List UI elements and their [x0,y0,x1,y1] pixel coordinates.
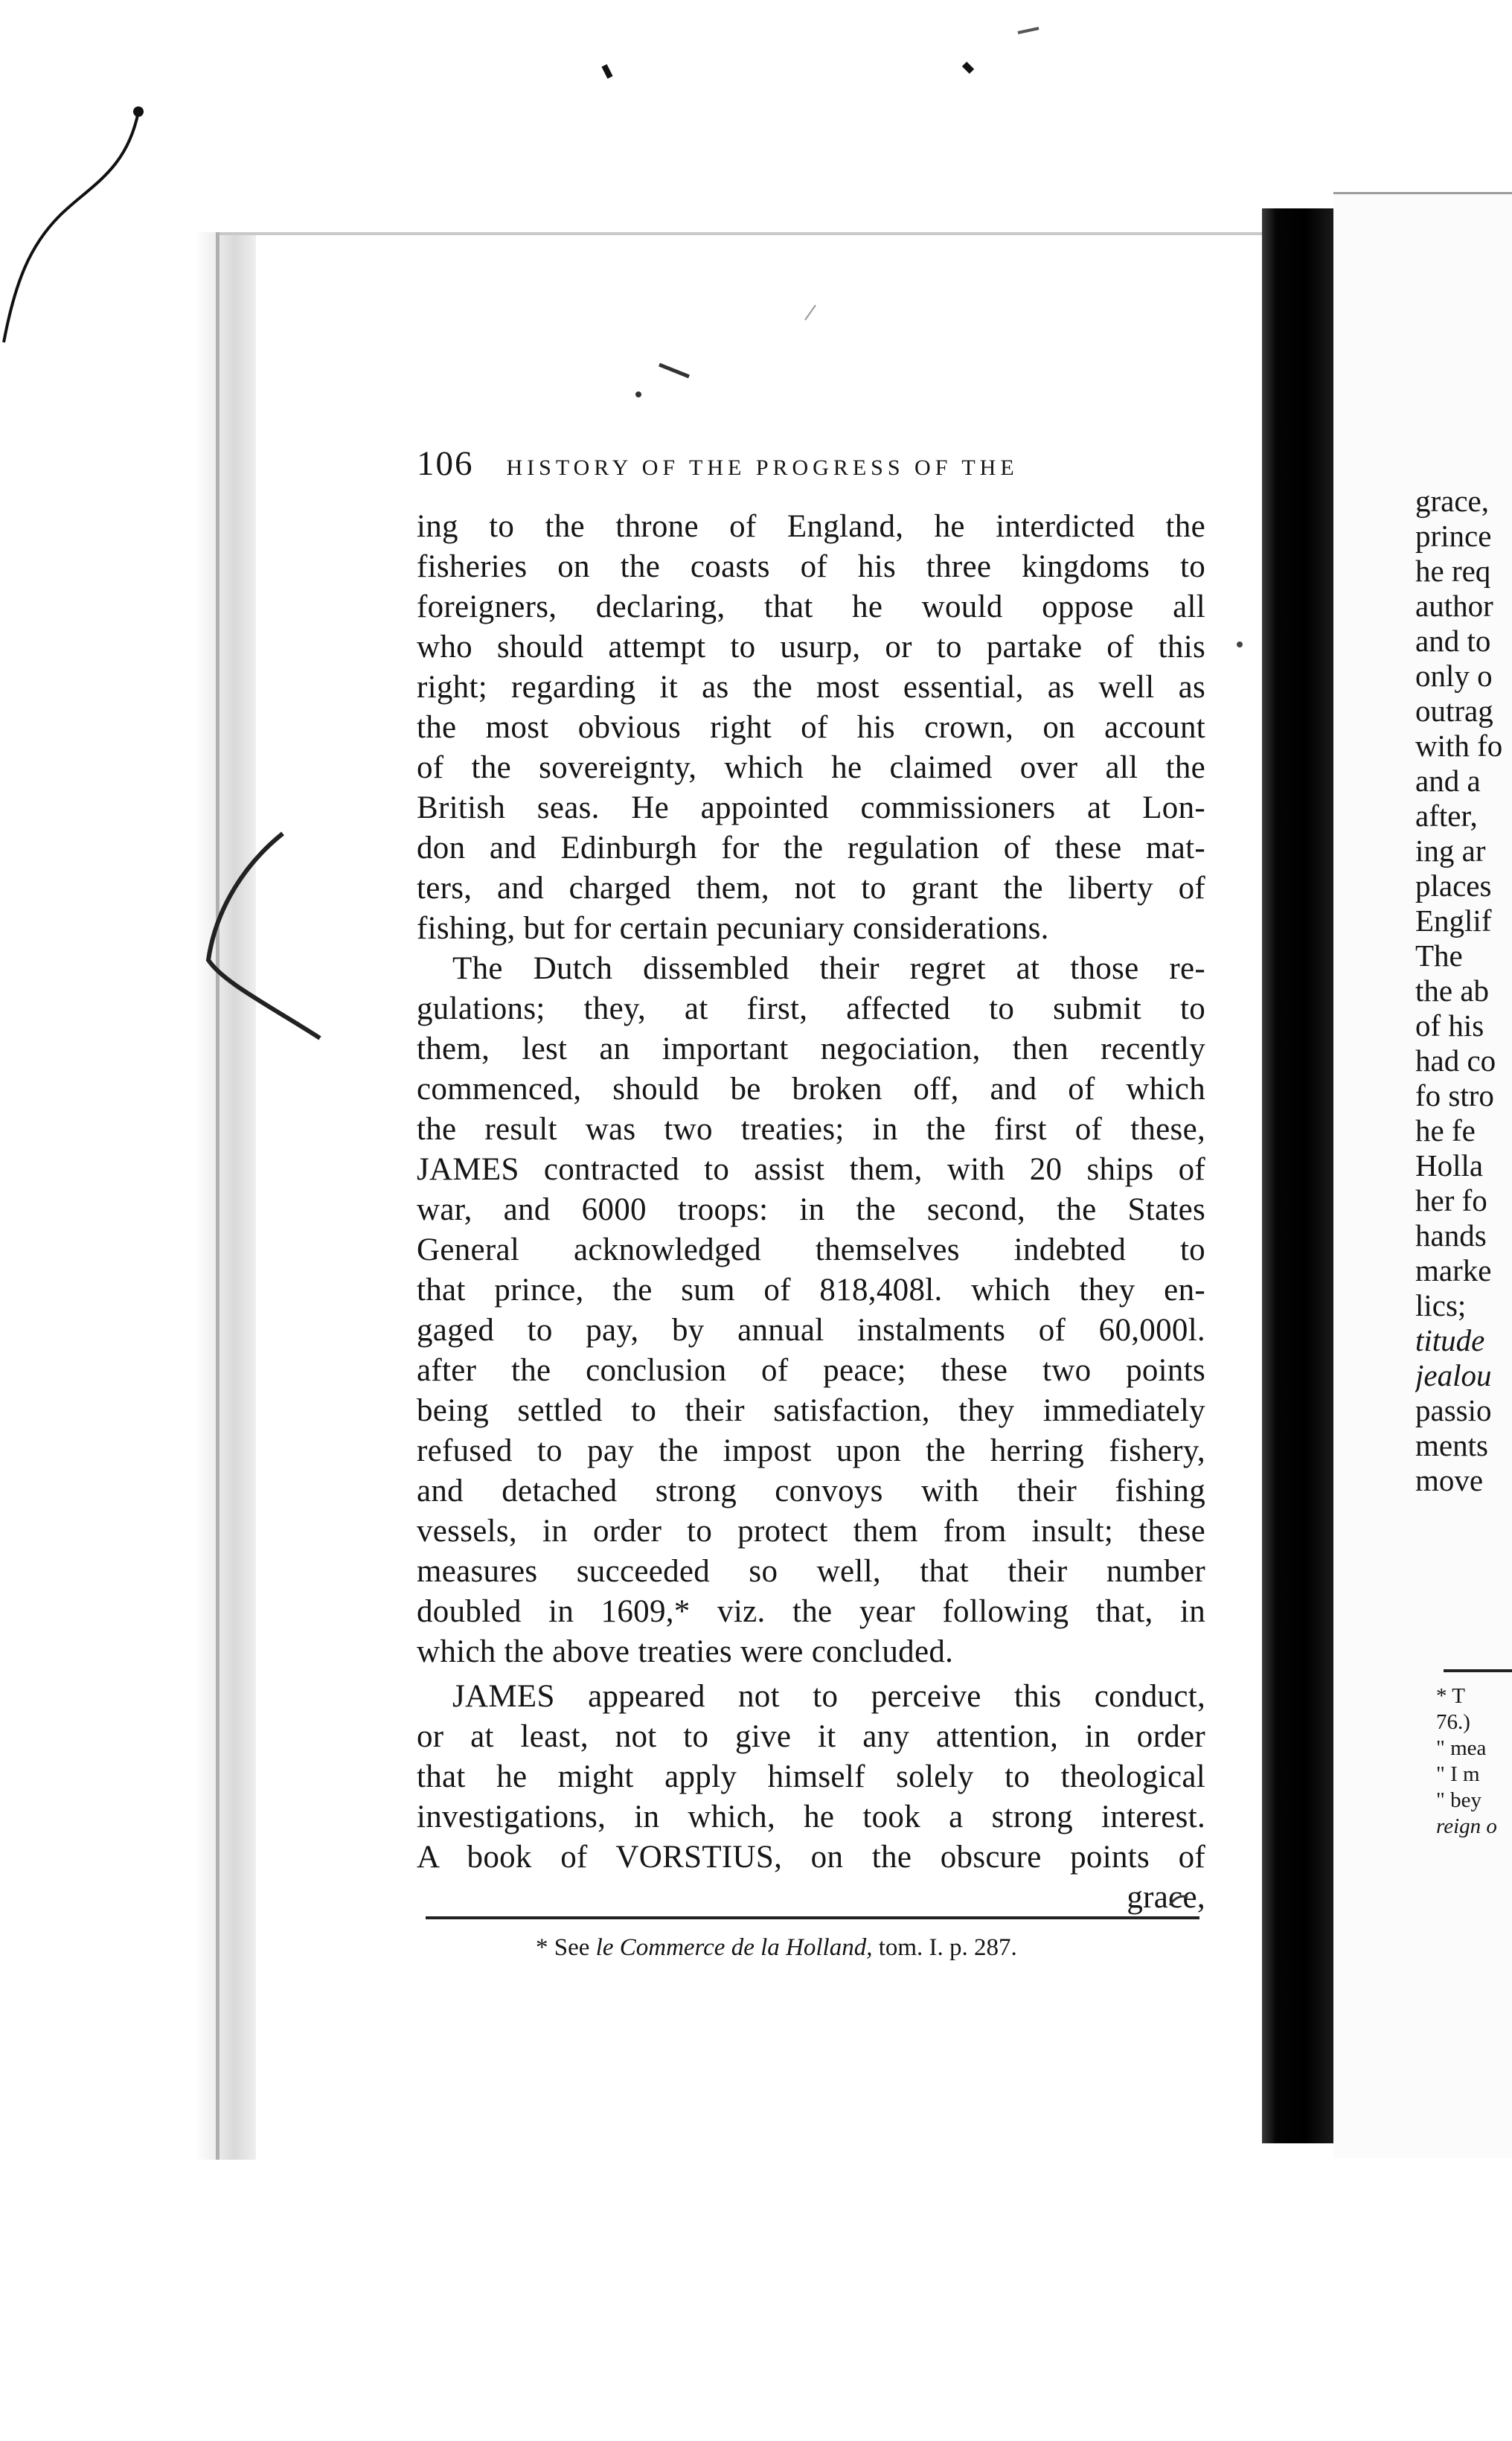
facing-line: of his [1415,1008,1484,1043]
facing-line: ing ar [1415,834,1486,868]
ink-speck [1237,642,1243,647]
facing-line: titude [1415,1323,1485,1357]
text-line: the most obvious right of his crown, on account [417,710,1205,745]
text-line: foreigners, declaring, that he would oppose all [417,589,1205,624]
facing-line: passio [1415,1393,1492,1427]
facing-line: jealou [1415,1358,1492,1392]
text-line: investigations, in which, he took a strong interest. [417,1799,1205,1834]
facing-line: author [1415,589,1493,623]
facing-line: with fo [1415,729,1503,763]
facing-line: had co [1415,1043,1496,1078]
facing-line: Holla [1415,1148,1484,1183]
text-line: ters, and charged them, not to grant the liberty of [417,871,1205,906]
catchword: grace, [1127,1880,1205,1915]
facing-line: her fo [1415,1183,1487,1218]
footnote [536,1929,1205,1966]
text-line: vessels, in order to protect them from insult; these [417,1514,1205,1549]
text-line: the result was two treaties; in the first of these, [417,1112,1205,1147]
facing-line: and a [1415,764,1481,798]
text-line: them, lest an important negociation, then recently [417,1031,1205,1066]
paragraph-start-line: JAMES appeared not to perceive this conduct, [452,1679,1205,1714]
footnote-reference: tom. I. p. 287. [878,1934,1017,1961]
facing-line: grace, [1415,484,1489,518]
facing-note-line: " mea [1436,1736,1487,1760]
facing-line: move [1415,1463,1484,1497]
facing-line: Englif [1415,903,1492,938]
text-line: refused to pay the impost upon the herring fishery, [417,1433,1205,1468]
text-line: that he might apply himself solely to theological [417,1759,1205,1794]
facing-footnote-rule [1444,1669,1512,1672]
text-line: fisheries on the coasts of his three kingdoms to [417,549,1205,584]
facing-line: prince [1415,519,1492,553]
text-line: gulations; they, at first, affected to submit to [417,991,1205,1026]
body-text [417,507,1205,1918]
ink-speck [659,365,689,377]
text-line: war, and 6000 troops: in the second, the States [417,1192,1205,1227]
text-line: don and Edinburgh for the regulation of these mat- [417,831,1205,866]
page-left-edge [216,232,220,2160]
page-top-edge [216,232,1310,235]
facing-line: outrag [1415,694,1493,728]
text-line: British seas. He appointed commissioners at Lon- [417,790,1205,825]
text-line: ing to the throne of England, he interdicted the [417,509,1205,544]
text-line: JAMES contracted to assist them, with 20 ships of [417,1152,1205,1187]
facing-line: lics; [1415,1288,1467,1322]
ink-dot [133,106,144,117]
facing-line: ments [1415,1428,1488,1462]
facing-note-line: * T [1436,1684,1465,1708]
text-line: being settled to their satisfaction, they immediately [417,1393,1205,1428]
facing-note-line: 76.) [1436,1710,1470,1734]
ink-speck [635,391,641,397]
ink-speck [604,65,610,77]
facing-line: fo stro [1415,1078,1494,1113]
text-line: A book of VORSTIUS, on the obscure points of [417,1840,1205,1875]
text-line: of the sovereignty, which he claimed over all the [417,750,1205,785]
text-line: or at least, not to give it any attention, in order [417,1719,1205,1754]
footnote-rule [426,1916,1199,1919]
facing-line: the ab [1415,973,1490,1008]
facing-line: only o [1415,659,1493,693]
ink-speck [964,64,972,71]
facing-line: after, [1415,799,1478,833]
text-line: right; regarding it as the most essential, as well as [417,670,1205,705]
paragraph-start-line: The Dutch dissembled their regret at those re- [452,951,1205,986]
page-gutter-shadow [195,232,256,2160]
facing-note-line: " bey [1436,1788,1481,1812]
running-head-title: HISTORY OF THE PROGRESS OF THE [506,455,1019,480]
facing-page-text [1415,484,1512,1498]
text-line: after the conclusion of peace; these two points [417,1353,1205,1388]
text-line: that prince, the sum of 818,408l. which they en- [417,1273,1205,1308]
text-line: and detached strong convoys with their fishing [417,1474,1205,1509]
facing-note-line: " I m [1436,1762,1480,1786]
page-number: 106 [417,444,474,483]
text-line: commenced, should be broken off, and of which [417,1072,1205,1107]
facing-line: hands [1415,1218,1487,1253]
footnote-marker: * See [536,1934,590,1961]
running-head [417,444,1191,488]
facing-line: The [1415,938,1463,973]
text-line: which the above treaties were concluded. [417,1634,954,1669]
facing-line: places [1415,868,1492,903]
pen-stroke-top-left [4,112,138,342]
text-line: General acknowledged themselves indebted to [417,1232,1205,1267]
facing-page-top-edge [1333,192,1512,194]
ink-speck [805,305,816,320]
book-spine [1262,208,1333,2143]
ink-speck [1018,28,1039,33]
text-line: gaged to pay, by annual instalments of 60,000l. [417,1313,1205,1348]
facing-page-notes [1436,1683,1512,1840]
facing-note-line: reign o [1436,1814,1497,1838]
text-line: who should attempt to usurp, or to partake of this [417,630,1205,665]
text-line: measures succeeded so well, that their number [417,1554,1205,1589]
facing-line: marke [1415,1253,1492,1287]
text-line: doubled in 1609,* viz. the year following that, in [417,1594,1205,1629]
text-line: fishing, but for certain pecuniary considerations. [417,911,1049,946]
facing-line: he fe [1415,1113,1476,1148]
facing-line: and to [1415,624,1491,658]
facing-line: he req [1415,554,1491,588]
footnote-work-title: le Commerce de la Holland, [595,1934,873,1961]
